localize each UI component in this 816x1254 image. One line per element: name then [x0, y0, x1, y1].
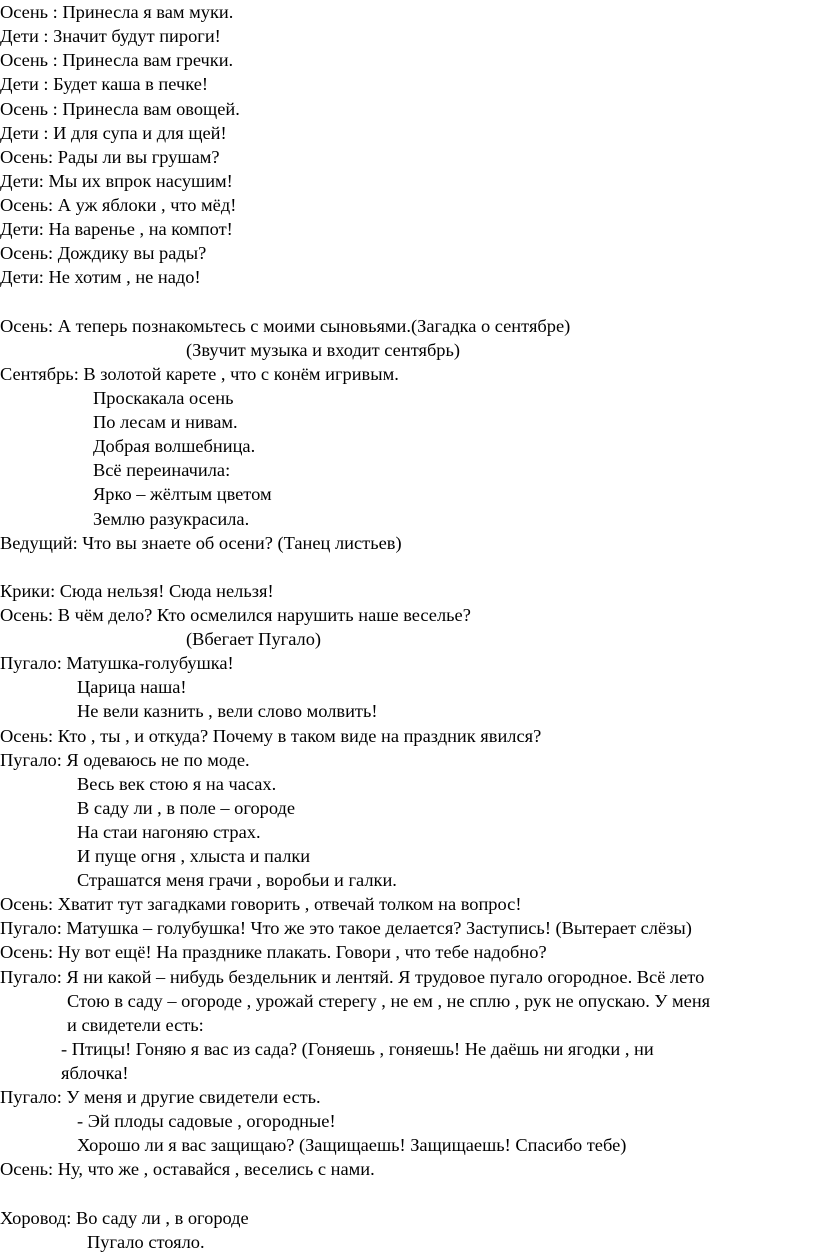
text-line: Сентябрь: В золотой карете , что с конём игривым.: [0, 364, 399, 384]
text-line: Дети: Не хотим , не надо!: [0, 267, 201, 287]
text-line: Крики: Сюда нельзя! Сюда нельзя!: [0, 581, 274, 601]
verse-line: Страшатся меня грачи , воробьи и галки.: [77, 870, 397, 890]
text-line: Дети : Значит будут пироги!: [0, 26, 221, 46]
text-line: Осень: А уж яблоки , что мёд!: [0, 195, 237, 215]
verse-line: Пугало стояло.: [87, 1232, 205, 1252]
text-line: Пугало: Матушка-голубушка!: [0, 653, 234, 673]
text-line: Осень: Ну вот ещё! На празднике плакать. Говори , что тебе надобно?: [0, 942, 547, 962]
text-line: Осень: Дождику вы рады?: [0, 243, 207, 263]
text-line: Пугало: Я одеваюсь не по моде.: [0, 750, 250, 770]
verse-line: Царица наша!: [77, 677, 187, 697]
text-line: Осень : Принесла вам овощей.: [0, 99, 240, 119]
verse-line: Весь век стою я на часах.: [77, 774, 277, 794]
text-line: Осень : Принесла вам гречки.: [0, 50, 234, 70]
verse-line: Землю разукрасила.: [93, 509, 250, 529]
verse-line: В саду ли , в поле – огороде: [77, 798, 296, 818]
continuation-line: яблочка!: [61, 1063, 129, 1083]
verse-line: Не вели казнить , вели слово молвить!: [77, 701, 378, 721]
text-line: Дети : И для супа и для щей!: [0, 123, 227, 143]
verse-line: Хорошо ли я вас защищаю? (Защищаешь! Защищаешь! Спасибо тебе): [77, 1135, 627, 1155]
continuation-line: - Птицы! Гоняю я вас из сада? (Гоняешь , гоняешь! Не даёшь ни ягодки , ни: [61, 1039, 654, 1059]
verse-line: По лесам и нивам.: [93, 412, 238, 432]
continuation-line: Стою в саду – огороде , урожай стерегу , не ем , не сплю , рук не опускаю. У меня: [67, 991, 711, 1011]
verse-line: И пуще огня , хлыста и палки: [77, 846, 311, 866]
text-line: Дети : Будет каша в печке!: [0, 74, 208, 94]
continuation-line: и свидетели есть:: [67, 1015, 204, 1035]
text-line: Осень: Хватит тут загадками говорить , отвечай толком на вопрос!: [0, 894, 522, 914]
text-line: Осень: Ну, что же , оставайся , веселись с нами.: [0, 1159, 375, 1179]
verse-line: - Эй плоды садовые , огородные!: [77, 1111, 336, 1131]
text-line: Осень: Рады ли вы грушам?: [0, 147, 220, 167]
text-line: Дети: Мы их впрок насушим!: [0, 171, 233, 191]
text-line: Осень: А теперь познакомьтесь с моими сыновьями.(Загадка о сентябре): [0, 316, 571, 336]
stage-direction: (Вбегает Пугало): [186, 629, 322, 649]
text-line: Хоровод: Во саду ли , в огороде: [0, 1208, 249, 1228]
verse-line: Проскакала осень: [93, 388, 234, 408]
verse-line: На стаи нагоняю страх.: [77, 822, 261, 842]
text-line: Дети: На варенье , на компот!: [0, 219, 233, 239]
verse-line: Всё переиначила:: [93, 460, 231, 480]
text-line: Осень: Кто , ты , и откуда? Почему в таком виде на праздник явился?: [0, 726, 542, 746]
text-line: Пугало: Матушка – голубушка! Что же это такое делается? Заступись! (Вытерает слёзы): [0, 918, 692, 938]
text-line: Пугало: Я ни какой – нибудь бездельник и лентяй. Я трудовое пугало огородное. Всё лето: [0, 967, 705, 987]
verse-line: Добрая волшебница.: [93, 436, 256, 456]
text-line: Пугало: У меня и другие свидетели есть.: [0, 1087, 321, 1107]
verse-line: Ярко – жёлтым цветом: [93, 484, 272, 504]
text-line: Осень : Принесла я вам муки.: [0, 2, 234, 22]
text-line: Осень: В чём дело? Кто осмелился нарушить наше веселье?: [0, 605, 471, 625]
text-line: Ведущий: Что вы знаете об осени? (Танец листьев): [0, 533, 402, 553]
stage-direction: (Звучит музыка и входит сентябрь): [186, 340, 461, 360]
